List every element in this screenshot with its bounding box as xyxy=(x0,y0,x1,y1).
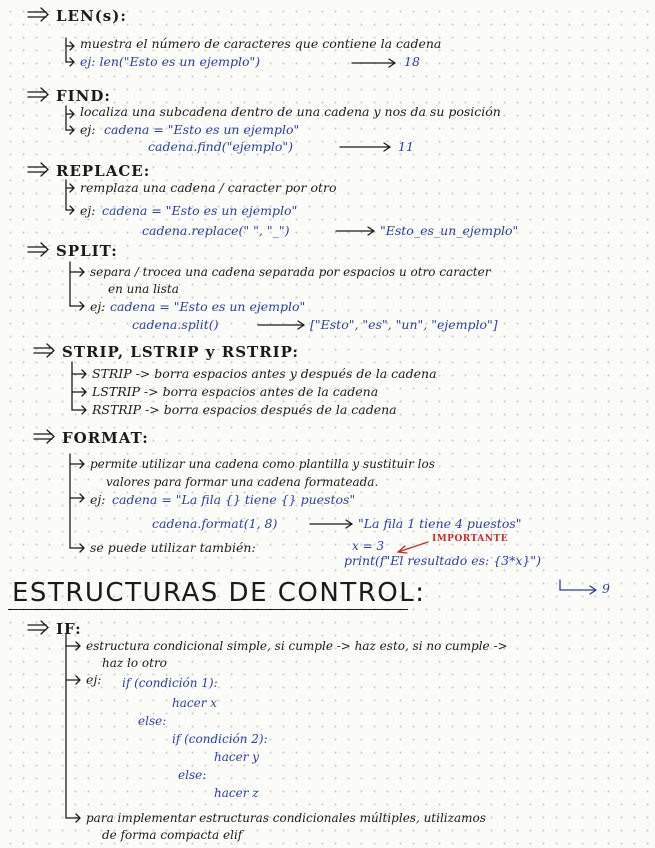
find-heading: FIND: xyxy=(56,87,111,105)
split-result: ["Esto", "es", "un", "ejemplo"] xyxy=(310,317,498,332)
replace-example-label: ej: xyxy=(80,203,96,218)
bracket-arrow xyxy=(70,494,84,502)
split-example-line-2: cadena.split() xyxy=(132,317,219,332)
bracket-arrow xyxy=(66,676,80,684)
title-underline xyxy=(8,609,408,610)
if-code-line-1: if (condición 1): xyxy=(122,676,218,690)
format-example-line-1: cadena = "La fila {} tiene {} puestos" xyxy=(112,492,356,507)
bullet-arrow-icon xyxy=(28,8,48,21)
if-heading: IF: xyxy=(56,620,82,638)
bracket-arrow xyxy=(72,388,86,396)
bullet-arrow-icon xyxy=(28,163,48,176)
bracket-arrow xyxy=(66,110,74,118)
bracket-arrow xyxy=(66,634,80,822)
bullet-arrow-icon xyxy=(28,243,48,256)
format-result: "La fila 1 tiene 4 puestos" xyxy=(358,516,522,531)
lstrip-line: LSTRIP -> borra espacios antes de la cadena xyxy=(92,384,379,399)
if-code-line-2: hacer x xyxy=(172,696,218,710)
bracket-arrow xyxy=(66,642,80,650)
important-arrow xyxy=(398,542,428,553)
format-description-line-2: valores para formar una cadena formateada. xyxy=(106,475,379,489)
if-code-line-3: else: xyxy=(138,714,167,728)
bracket-arrow xyxy=(72,362,86,414)
if-code-line-7: hacer z xyxy=(214,786,259,800)
bracket-arrow xyxy=(70,268,84,276)
len-result: 18 xyxy=(404,54,420,69)
bracket-arrow xyxy=(66,180,74,214)
len-example: ej: len("Esto es un ejemplo") xyxy=(80,54,261,69)
result-arrow xyxy=(258,321,304,329)
split-example-line-1: cadena = "Esto es un ejemplo" xyxy=(110,299,306,314)
if-description-line-2: haz lo otro xyxy=(102,656,167,670)
if-note-line-2: de forma compacta elif xyxy=(102,828,243,842)
replace-description: remplaza una cadena / caracter por otro xyxy=(80,180,337,195)
format-also-usable: se puede utilizar también: xyxy=(90,540,256,555)
split-heading: SPLIT: xyxy=(56,242,118,260)
len-heading: LEN(s): xyxy=(56,7,127,25)
if-code-line-4: if (condición 2): xyxy=(172,732,268,746)
fstring-code-line-1: x = 3 xyxy=(352,539,385,553)
result-arrow xyxy=(310,520,352,528)
bracket-arrow xyxy=(72,370,86,378)
format-example-line-2: cadena.format(1, 8) xyxy=(152,516,278,531)
replace-result: "Esto_es_un_ejemplo" xyxy=(380,223,519,238)
strip-line: STRIP -> borra espacios antes y después de la cadena xyxy=(92,366,437,381)
bullet-arrow-icon xyxy=(34,430,54,443)
format-heading: FORMAT: xyxy=(62,429,149,447)
if-note-line-1: para implementar estructuras condicionales múltiples, utilizamos xyxy=(86,811,486,825)
if-description-line-1: estructura condicional simple, si cumple -> haz esto, si no cumple -> xyxy=(86,639,508,653)
result-arrow xyxy=(336,227,374,235)
replace-example-line-2: cadena.replace(" ", "_") xyxy=(142,223,290,238)
split-description-line-2: en una lista xyxy=(108,282,179,296)
find-result: 11 xyxy=(398,139,414,154)
if-code-line-5: hacer y xyxy=(214,750,260,764)
replace-heading: REPLACE: xyxy=(56,162,151,180)
split-example-label: ej: xyxy=(90,299,106,314)
if-code-line-6: else: xyxy=(178,768,207,782)
bullet-arrow-icon xyxy=(28,88,48,101)
split-description-line-1: separa / trocea una cadena separada por espacios u otro caracter xyxy=(90,265,491,279)
code-result-arrow xyxy=(560,580,596,594)
fstring-code-result: 9 xyxy=(602,581,610,596)
control-structures-title: ESTRUCTURAS DE CONTROL: xyxy=(12,578,426,608)
bracket-arrow xyxy=(66,42,74,50)
bullet-arrow-icon xyxy=(28,621,48,634)
result-arrow xyxy=(352,59,395,67)
if-example-label: ej: xyxy=(86,672,102,687)
format-example-label: ej: xyxy=(90,492,106,507)
find-example-line-1: cadena = "Esto es un ejemplo" xyxy=(104,122,300,137)
find-example-label: ej: xyxy=(80,122,96,137)
format-description-line-1: permite utilizar una cadena como plantilla y sustituir los xyxy=(90,457,435,471)
rstrip-line: RSTRIP -> borra espacios después de la cadena xyxy=(92,402,397,417)
replace-example-line-1: cadena = "Esto es un ejemplo" xyxy=(102,203,298,218)
find-description: localiza una subcadena dentro de una cadena y nos da su posición xyxy=(80,104,501,119)
result-arrow xyxy=(340,143,390,151)
strip-heading: STRIP, LSTRIP y RSTRIP: xyxy=(62,343,299,361)
find-example-line-2: cadena.find("ejemplo") xyxy=(148,139,294,154)
bullet-arrow-icon xyxy=(34,344,54,357)
important-note: IMPORTANTE xyxy=(432,534,509,544)
len-description: muestra el número de caracteres que contiene la cadena xyxy=(80,36,442,51)
bracket-arrow xyxy=(70,460,84,468)
bracket-arrow xyxy=(66,184,74,192)
bracket-arrow xyxy=(70,454,84,552)
fstring-code-line-2: print(f"El resultado es: {3*x}") xyxy=(344,553,541,568)
